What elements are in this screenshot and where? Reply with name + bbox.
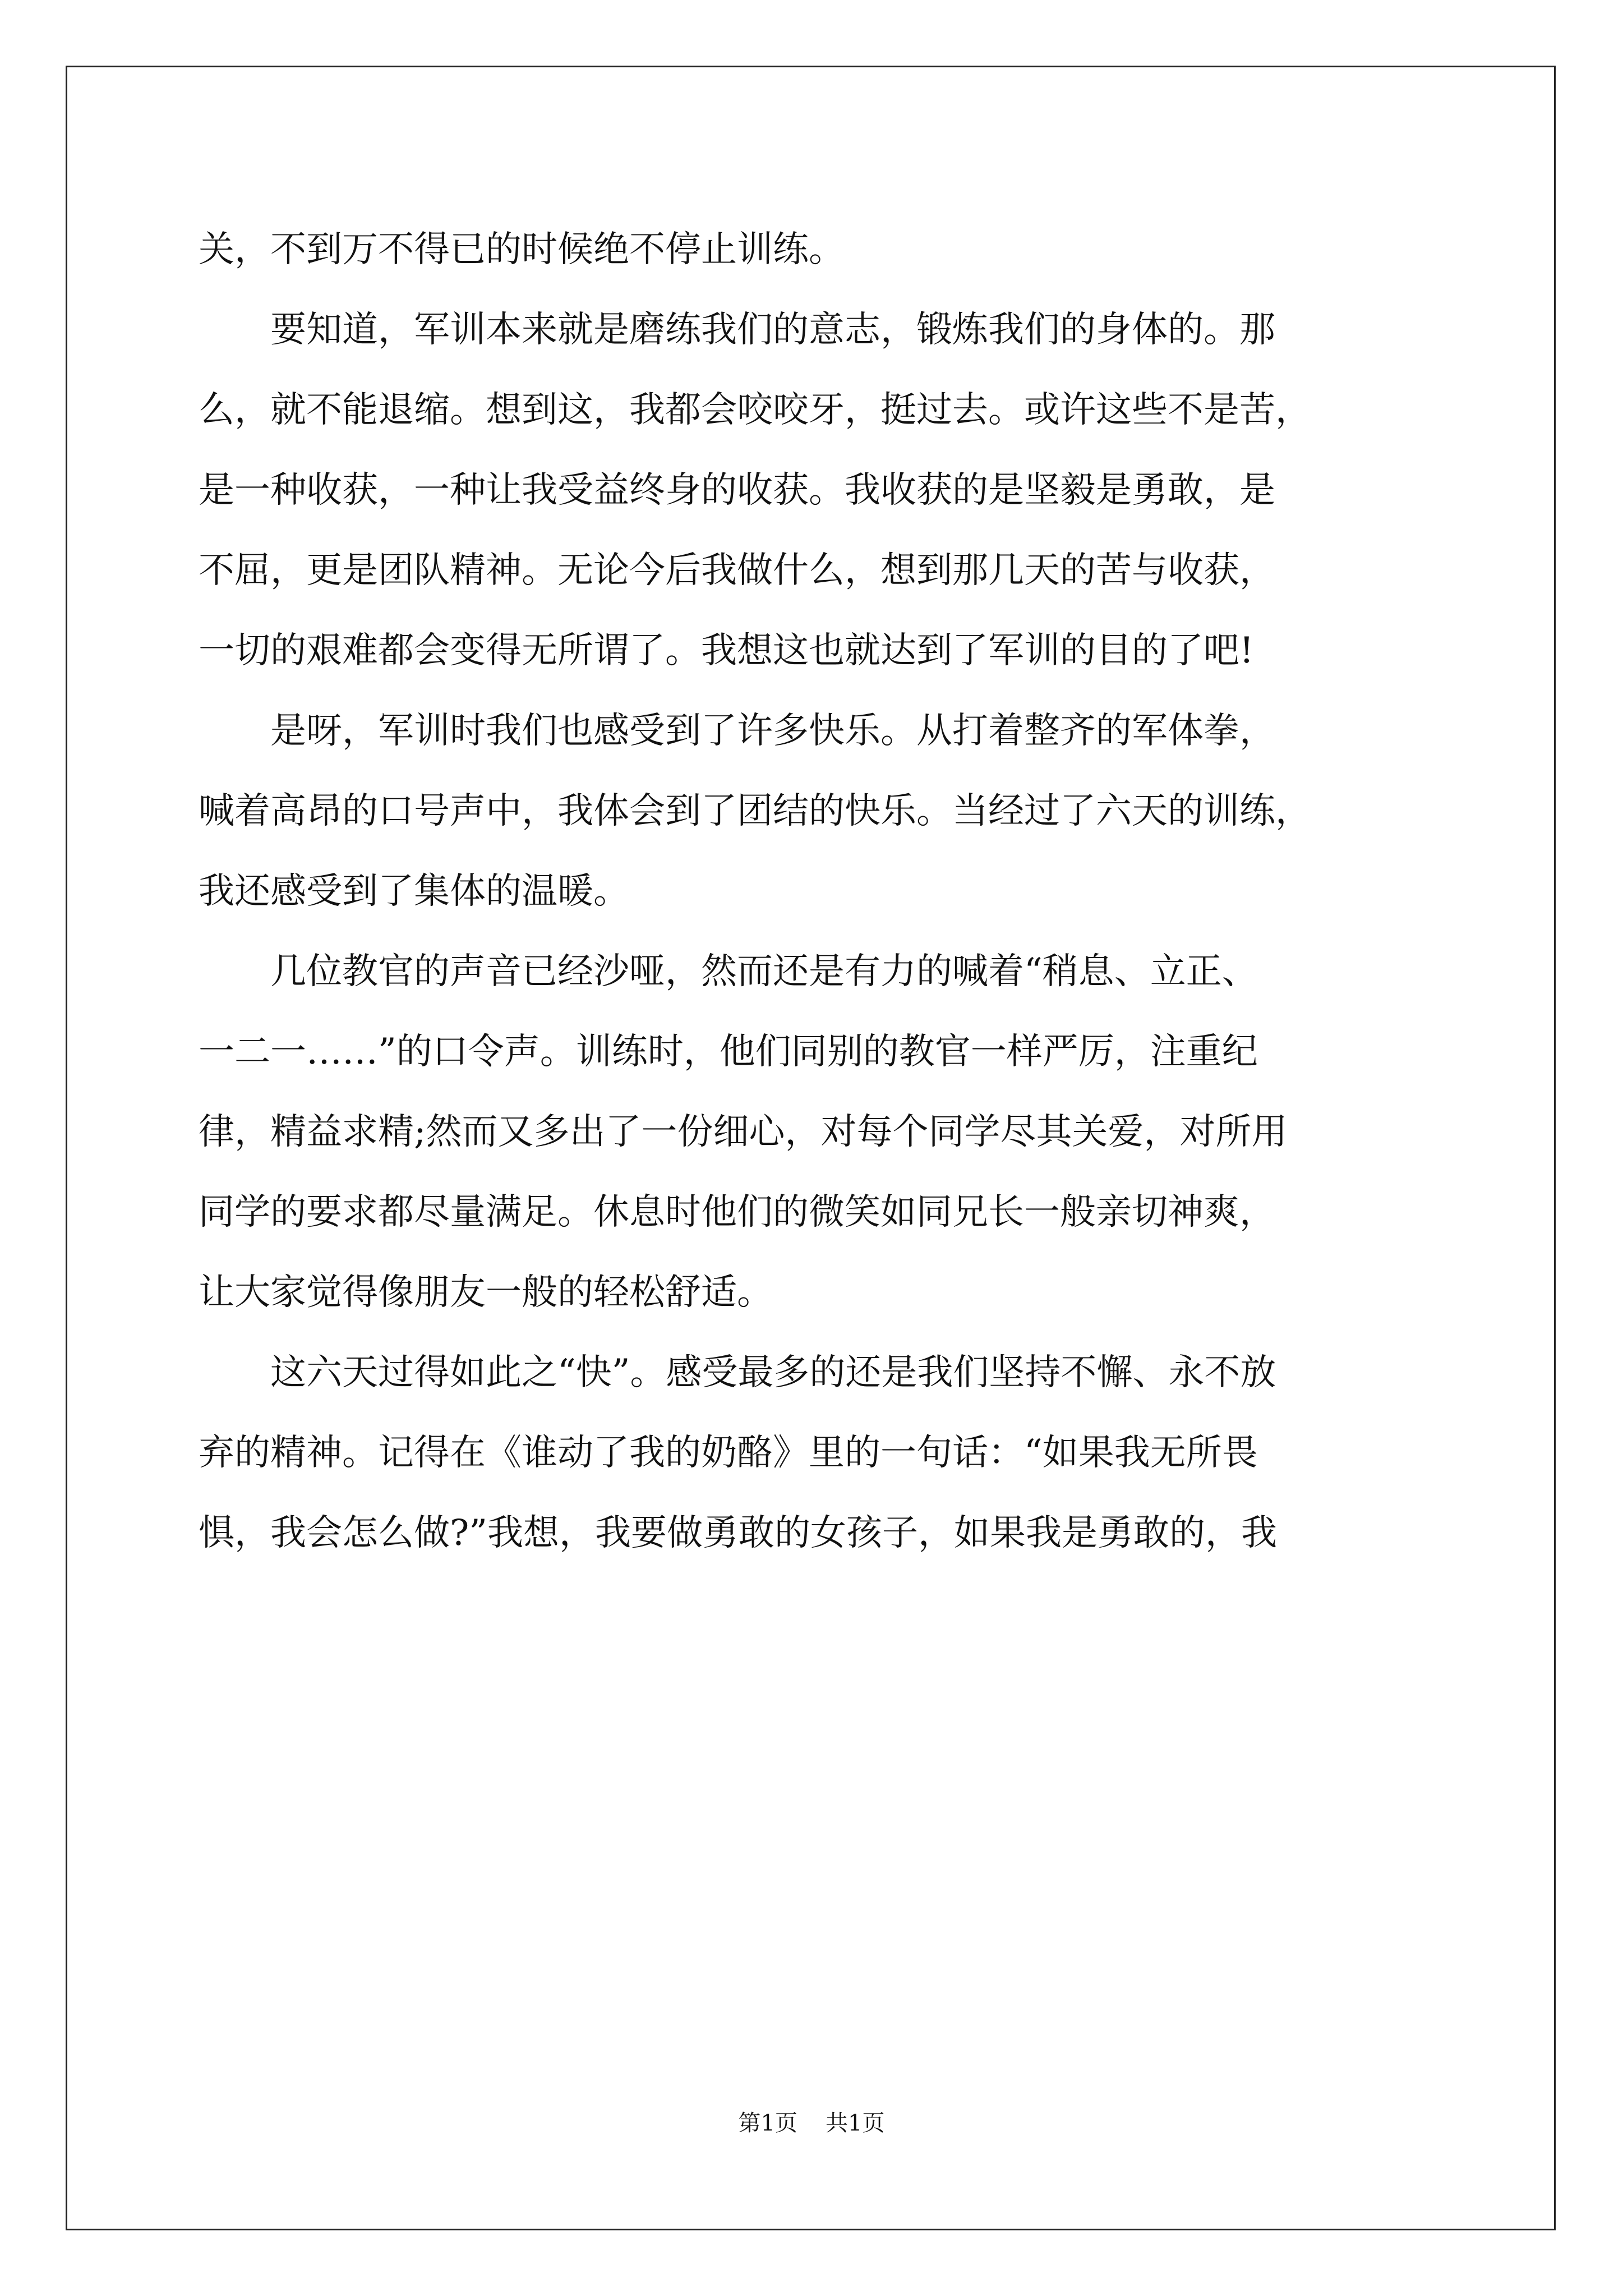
text-line-7: 是呀，军训时我们也感受到了许多快乐。从打着整齐的军体拳， [199, 710, 1275, 752]
text-line-6: 一切的艰难都会变得无所谓了。我想这也就达到了军训的目的了吧! [199, 630, 1254, 671]
page-total: 共1页 [826, 2110, 885, 2136]
text-line-4: 是一种收获，一种让我受益终身的收获。我收获的是坚毅是勇敢，是 [199, 470, 1275, 511]
text-line-11: 一二一……”的口令声。训练时，他们同别的教官一样严厉，注重纪 [199, 1031, 1258, 1073]
text-line-12: 律，精益求精;然而又多出了一份细心，对每个同学尽其关爱，对所用 [199, 1111, 1288, 1153]
text-line-14: 让大家觉得像朋友一般的轻松舒适。 [199, 1272, 773, 1313]
text-line-9: 我还感受到了集体的温暖。 [199, 871, 629, 912]
page-footer [0, 2109, 1623, 2137]
page-number: 第1页 [738, 2110, 797, 2136]
text-line-15: 这六天过得如此之“快”。感受最多的还是我们坚持不懈、永不放 [199, 1352, 1276, 1393]
text-line-8: 喊着高昂的口号声中，我体会到了团结的快乐。当经过了六天的训练， [199, 790, 1311, 832]
text-line-5: 不屈，更是团队精神。无论今后我做什么，想到那几天的苦与收获， [199, 550, 1275, 591]
text-line-13: 同学的要求都尽量满足。休息时他们的微笑如同兄长一般亲切神爽， [199, 1191, 1275, 1233]
text-line-10: 几位教官的声音已经沙哑，然而还是有力的喊着“稍息、立正、 [199, 951, 1258, 992]
text-line-17: 惧，我会怎么做?”我想，我要做勇敢的女孩子，如果我是勇敢的，我 [199, 1512, 1278, 1554]
text-line-16: 弃的精神。记得在《谁动了我的奶酪》里的一句话：“如果我无所畏 [199, 1432, 1258, 1474]
text-line-3: 么，就不能退缩。想到这，我都会咬咬牙，挺过去。或许这些不是苦， [199, 389, 1311, 431]
text-line-1: 关，不到万不得已的时候绝不停止训练。 [199, 229, 845, 270]
text-line-2: 要知道，军训本来就是磨练我们的意志，锻炼我们的身体的。那 [199, 309, 1275, 351]
